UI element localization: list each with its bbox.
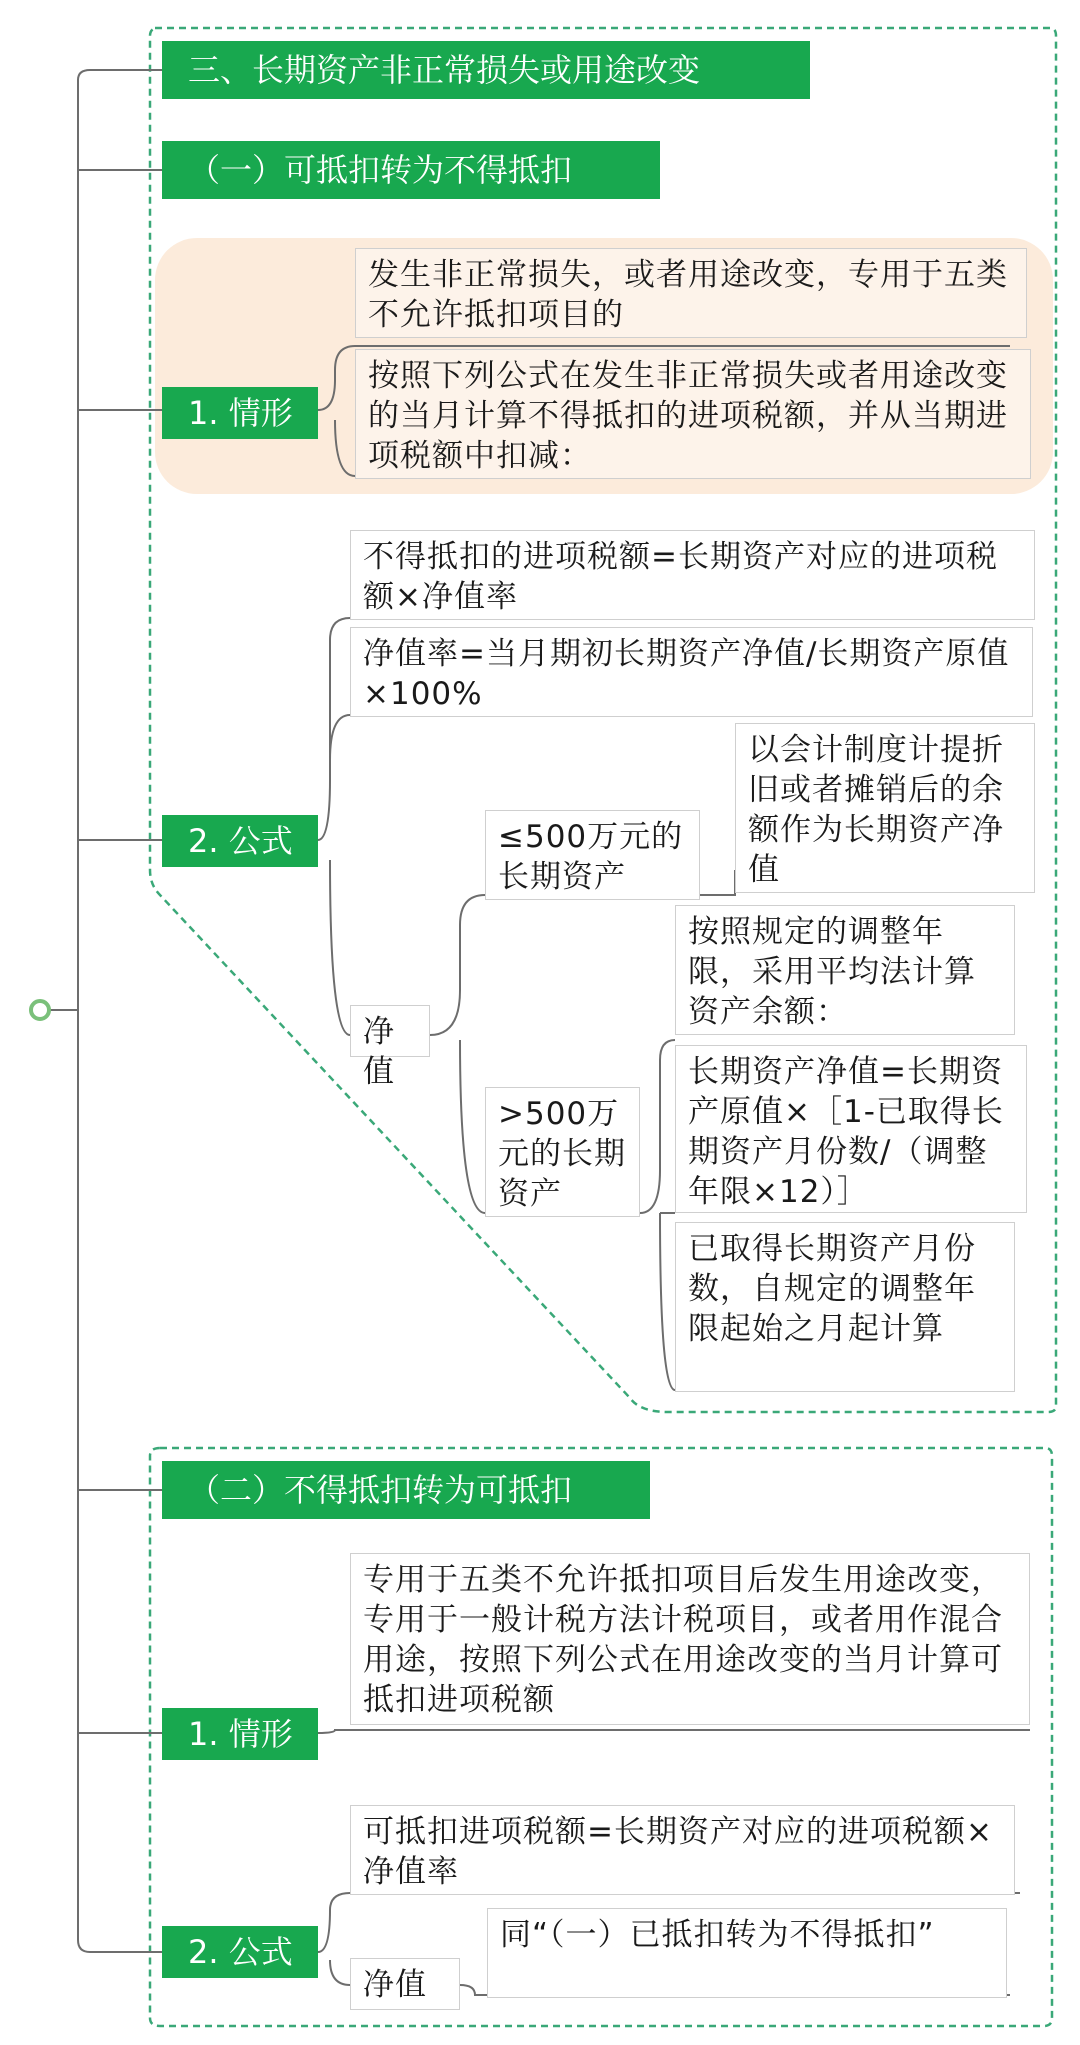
section1-formula-label[interactable]: 2. 公式 bbox=[162, 815, 318, 867]
section2-case-label[interactable]: 1. 情形 bbox=[162, 1708, 318, 1760]
root-node-icon bbox=[31, 1001, 49, 1019]
section1-case-label[interactable]: 1. 情形 bbox=[162, 387, 318, 439]
section1-formula-1[interactable]: 不得抵扣的进项税额=长期资产对应的进项税额×净值率 bbox=[350, 530, 1035, 620]
large-asset-label[interactable]: >500万元的长期资产 bbox=[485, 1087, 640, 1217]
section2-formula-label[interactable]: 2. 公式 bbox=[162, 1926, 318, 1978]
section2-case-text[interactable]: 专用于五类不允许抵扣项目后发生用途改变，专用于一般计税方法计税项目，或者用作混合用途，按照下列公式在用途改变的当月计算可抵扣进项税额 bbox=[350, 1553, 1030, 1725]
large-asset-desc-1[interactable]: 按照规定的调整年限，采用平均法计算资产余额： bbox=[675, 905, 1015, 1035]
root-title[interactable]: 三、长期资产非正常损失或用途改变 bbox=[162, 41, 810, 99]
section2-net-label[interactable]: 净值 bbox=[350, 1958, 460, 2010]
large-asset-desc-2[interactable]: 长期资产净值=长期资产原值×［1-已取得长期资产月份数/（调整年限×12）］ bbox=[675, 1045, 1027, 1213]
section1-case-item-1[interactable]: 发生非正常损失，或者用途改变，专用于五类不允许抵扣项目的 bbox=[355, 248, 1027, 338]
section1-case-item-2[interactable]: 按照下列公式在发生非正常损失或者用途改变的当月计算不得抵扣的进项税额，并从当期进项税额中扣减： bbox=[355, 349, 1031, 479]
section2-formula-1[interactable]: 可抵扣进项税额=长期资产对应的进项税额×净值率 bbox=[350, 1805, 1015, 1895]
large-asset-desc-3[interactable]: 已取得长期资产月份数，自规定的调整年限起始之月起计算 bbox=[675, 1222, 1015, 1392]
net-label[interactable]: 净值 bbox=[350, 1005, 430, 1057]
section2-net-desc[interactable]: 同“（一）已抵扣转为不得抵扣” bbox=[487, 1908, 1007, 1998]
section2-title[interactable]: （二）不得抵扣转为可抵扣 bbox=[162, 1461, 650, 1519]
section1-title[interactable]: （一）可抵扣转为不得抵扣 bbox=[162, 141, 660, 199]
small-asset-desc[interactable]: 以会计制度计提折旧或者摊销后的余额作为长期资产净值 bbox=[735, 723, 1035, 893]
section1-formula-2[interactable]: 净值率=当月期初长期资产净值/长期资产原值×100% bbox=[350, 627, 1033, 717]
small-asset-label[interactable]: ≤500万元的长期资产 bbox=[485, 810, 700, 900]
